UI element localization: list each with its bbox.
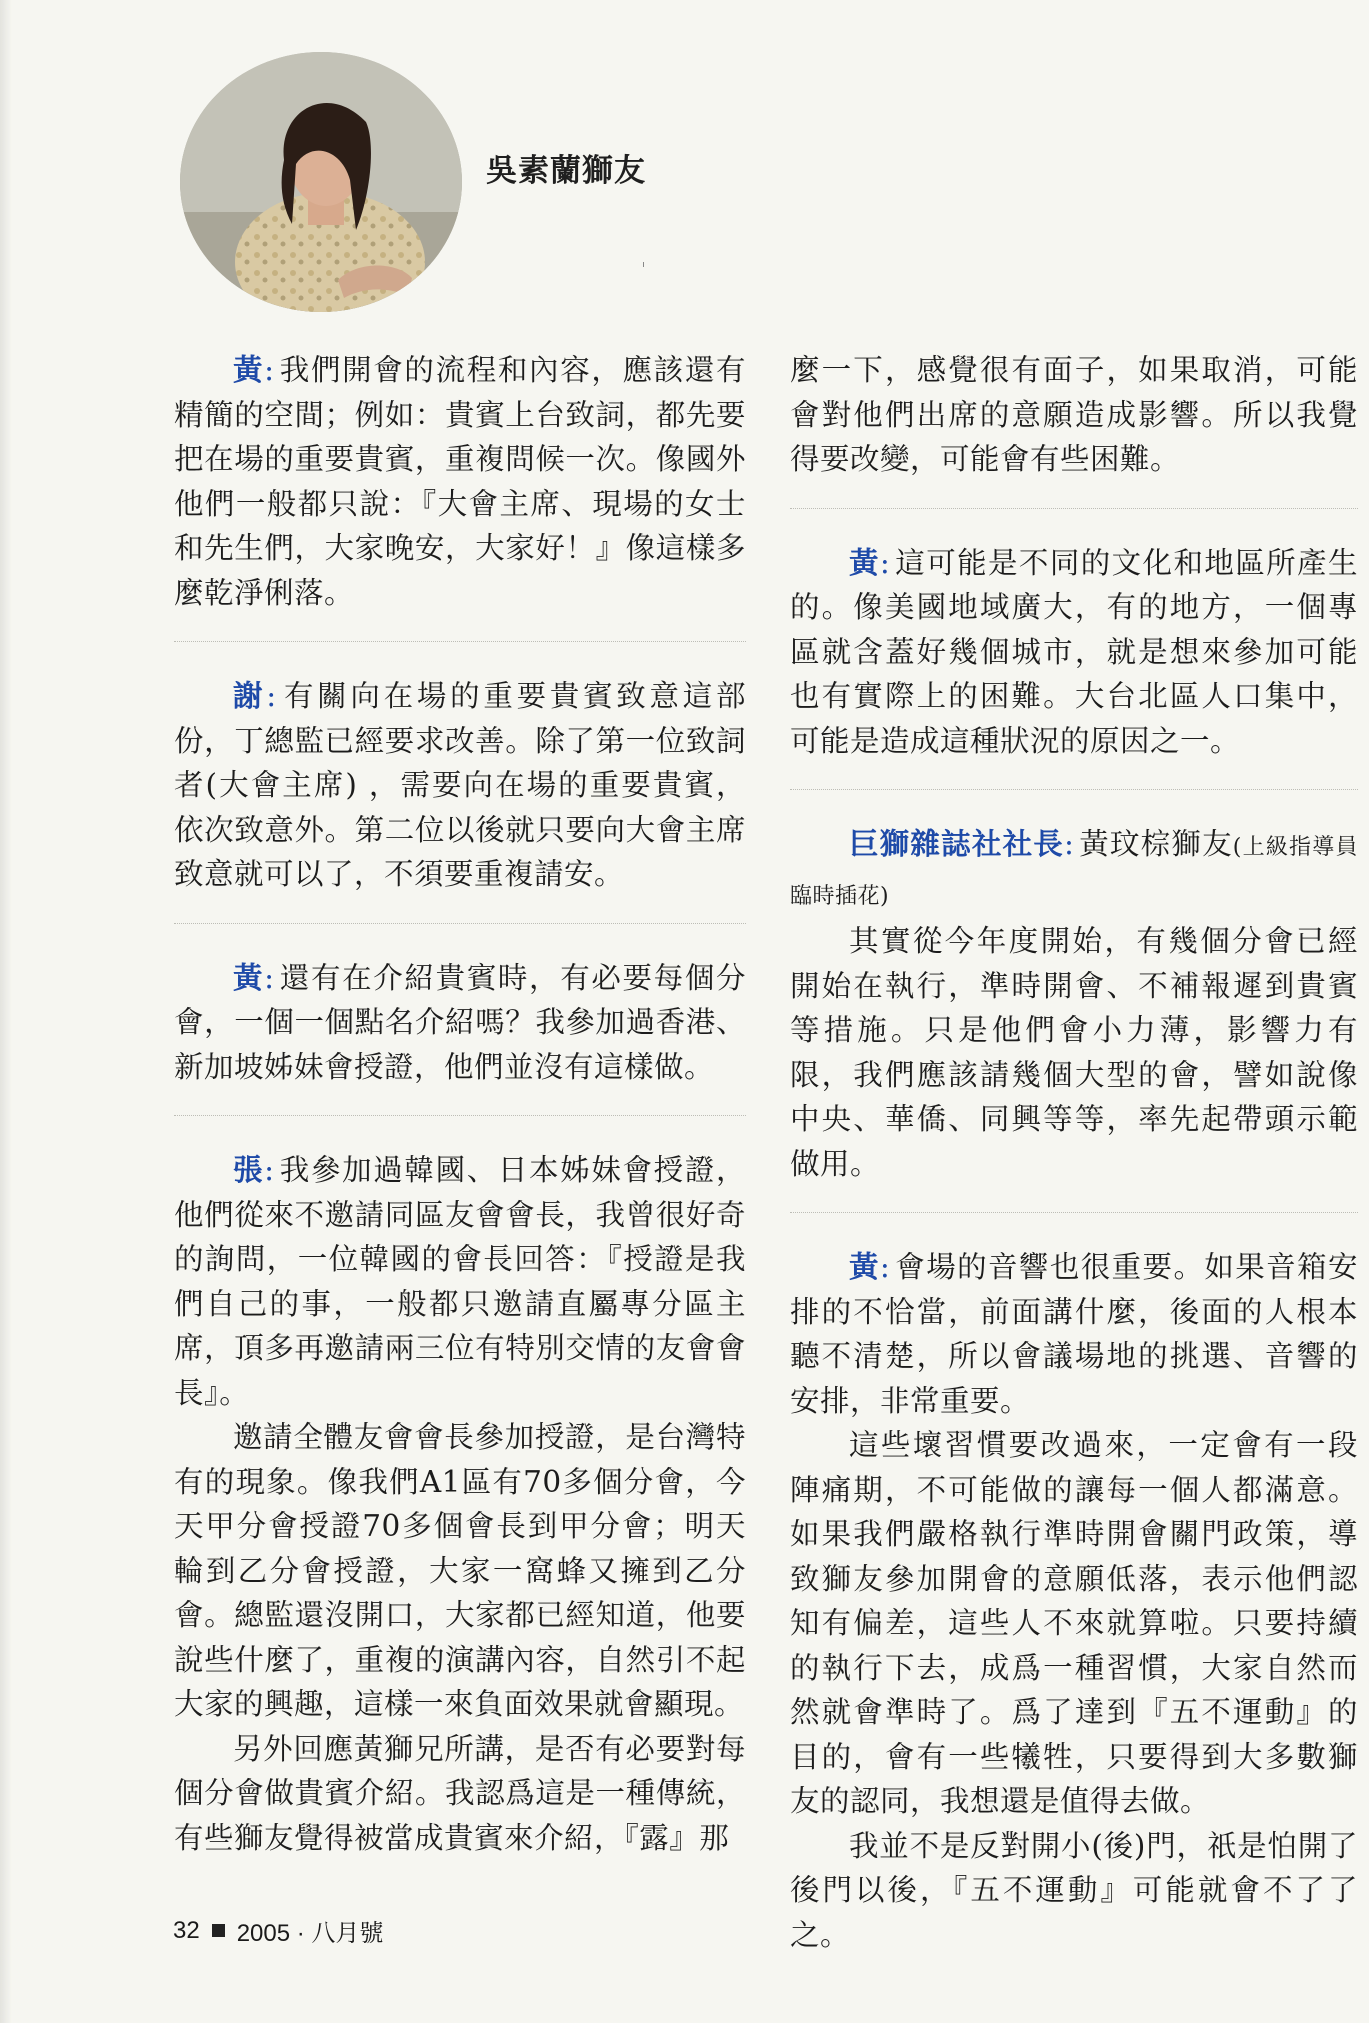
speaker-portrait-photo (180, 52, 462, 312)
paragraph-text: 會場的音響也很重要。如果音箱安排的不恰當，前面講什麼，後面的人根本聽不清楚，所以會議場地的挑選、音響的安排，非常重要。 (790, 1250, 1358, 1418)
portrait-illustration (180, 52, 462, 312)
speaker-note: (上級指導員臨時插花) (790, 835, 1358, 909)
speaker-colon: : (264, 960, 275, 995)
section-divider (790, 1212, 1358, 1213)
speaker-colon: : (1064, 827, 1075, 861)
right-paragraph-6: 我並不是反對開小(後)門，祇是怕開了後門以後，『五不運動』可能就會不了了之。 (790, 1828, 1358, 1952)
speaker-label: 黃 (233, 959, 265, 995)
speaker-label: 黃 (233, 352, 265, 387)
speaker-label: 張 (233, 1152, 265, 1187)
right-paragraph-3-body: 其實從今年度開始，有幾個分會已經開始在執行，準時開會、不補報遲到貴賓等措施。只是他們會小力薄，影響力有限，我們應該請幾個大型的會，譬如說像中央、華僑、同興等等，率先起帶頭示範做用。 (790, 924, 1358, 1181)
right-paragraph-2 (790, 541, 1358, 764)
footer-square-icon (212, 1924, 225, 1937)
left-paragraph-4 (174, 1148, 746, 1415)
left-paragraph-1 (174, 348, 746, 615)
featured-speaker-name: 吳素蘭獅友 (486, 153, 646, 188)
paragraph-text: 這可能是不同的文化和地區所產生的。像美國地域廣大，有的地方，一個專區就含蓋好幾個城市，就是想來參加可能也有實際上的困難。大台北區人口集中，可能是造成這種狀況的原因之一。 (790, 545, 1358, 758)
right-paragraph-3-heading (790, 822, 1358, 919)
right-paragraph-1: 麼一下，感覺很有面子，如果取消，可能會對他們出席的意願造成影響。所以我覺得要改變，可能會有些困難。 (790, 353, 1358, 476)
speaker-label: 謝 (233, 678, 267, 713)
left-text-column (174, 348, 746, 1860)
section-divider (790, 789, 1358, 790)
speaker-colon: : (879, 545, 891, 580)
left-paragraph-5: 邀請全體友會會長參加授證，是台灣特有的現象。像我們A1區有70多個分會，今天甲分會授證70多個會長到甲分會；明天輪到乙分會授證，大家一窩蜂又擁到乙分會。總監還沒開口，大家都已經知道，他要說些什麼了，重複的演講內容，自然引不起大家的興趣，這樣一來負面效果就會顯現。 (174, 1420, 746, 1721)
speaker-label: 黃 (849, 544, 880, 580)
right-text-column (790, 348, 1358, 1957)
page-number: 32 (173, 1916, 200, 1944)
issue-label: 2005 · 八月號 (236, 1920, 384, 1947)
speaker-colon: : (264, 1153, 275, 1187)
paragraph-text: 有關向在場的重要貴賓致意這部份，丁總監已經要求改善。除了第一位致詞者(大會主席) ，需要向在場的重要貴賓，依次致意外。第二位以後就只要向大會主席致意就可以了，不須要重複請安。 (174, 679, 746, 891)
left-paragraph-2 (174, 674, 746, 897)
section-divider (174, 923, 746, 924)
section-divider (174, 1115, 746, 1116)
left-paragraph-6: 另外回應黃獅兄所講，是否有必要對每個分會做貴賓介紹。我認爲這是一種傳統，有些獅友覺得被當成貴賓來介紹，『露』那 (174, 1731, 746, 1855)
speaker-label: 黃 (849, 1249, 880, 1284)
left-paragraph-3 (174, 956, 746, 1090)
speaker-colon: : (879, 1250, 891, 1284)
paragraph-text: 我們開會的流程和內容，應該還有精簡的空間；例如：貴賓上台致詞，都先要把在場的重要貴賓，重複問候一次。像國外他們一般都只說：『大會主席、現場的女士和先生們，大家晚安，大家好！』像這樣多麼乾淨俐落。 (174, 353, 746, 610)
speaker-title-label: 巨獅雜誌社社長 (849, 828, 1065, 861)
speaker-name-inline: 黃玟棕獅友 (1078, 827, 1233, 861)
paragraph-text: 還有在介紹貴賓時，有必要每個分會，一個一個點名介紹嗎？我參加過香港、新加坡姊妹會授證，他們並沒有這樣做。 (174, 960, 746, 1084)
page-footer (173, 1913, 383, 1948)
section-divider (790, 508, 1358, 509)
speaker-colon: : (264, 353, 275, 387)
right-paragraph-5: 這些壞習慣要改過來，一定會有一段陣痛期，不可能做的讓每一個人都滿意。如果我們嚴格執行準時開會關門政策，導致獅友參加開會的意願低落，表示他們認知有偏差，這些人不來就算啦。只要持續的執行下去，成爲一種習慣，大家自然而然就會準時了。爲了達到『五不運動』的目的，會有一些犧牲，只要得到大多數獅友的認同，我想還是值得去做。 (790, 1428, 1358, 1818)
section-divider (174, 641, 746, 642)
speaker-colon: : (266, 679, 277, 713)
right-paragraph-4 (790, 1245, 1358, 1423)
paragraph-text: 我參加過韓國、日本姊妹會授證，他們從來不邀請同區友會會長，我曾很好奇的詢問，一位韓國的會長回答：『授證是我們自己的事，一般都只邀請直屬專分區主席，頂多再邀請兩三位有特別交情的友會會長』。 (174, 1153, 746, 1410)
scan-speck (643, 262, 644, 267)
